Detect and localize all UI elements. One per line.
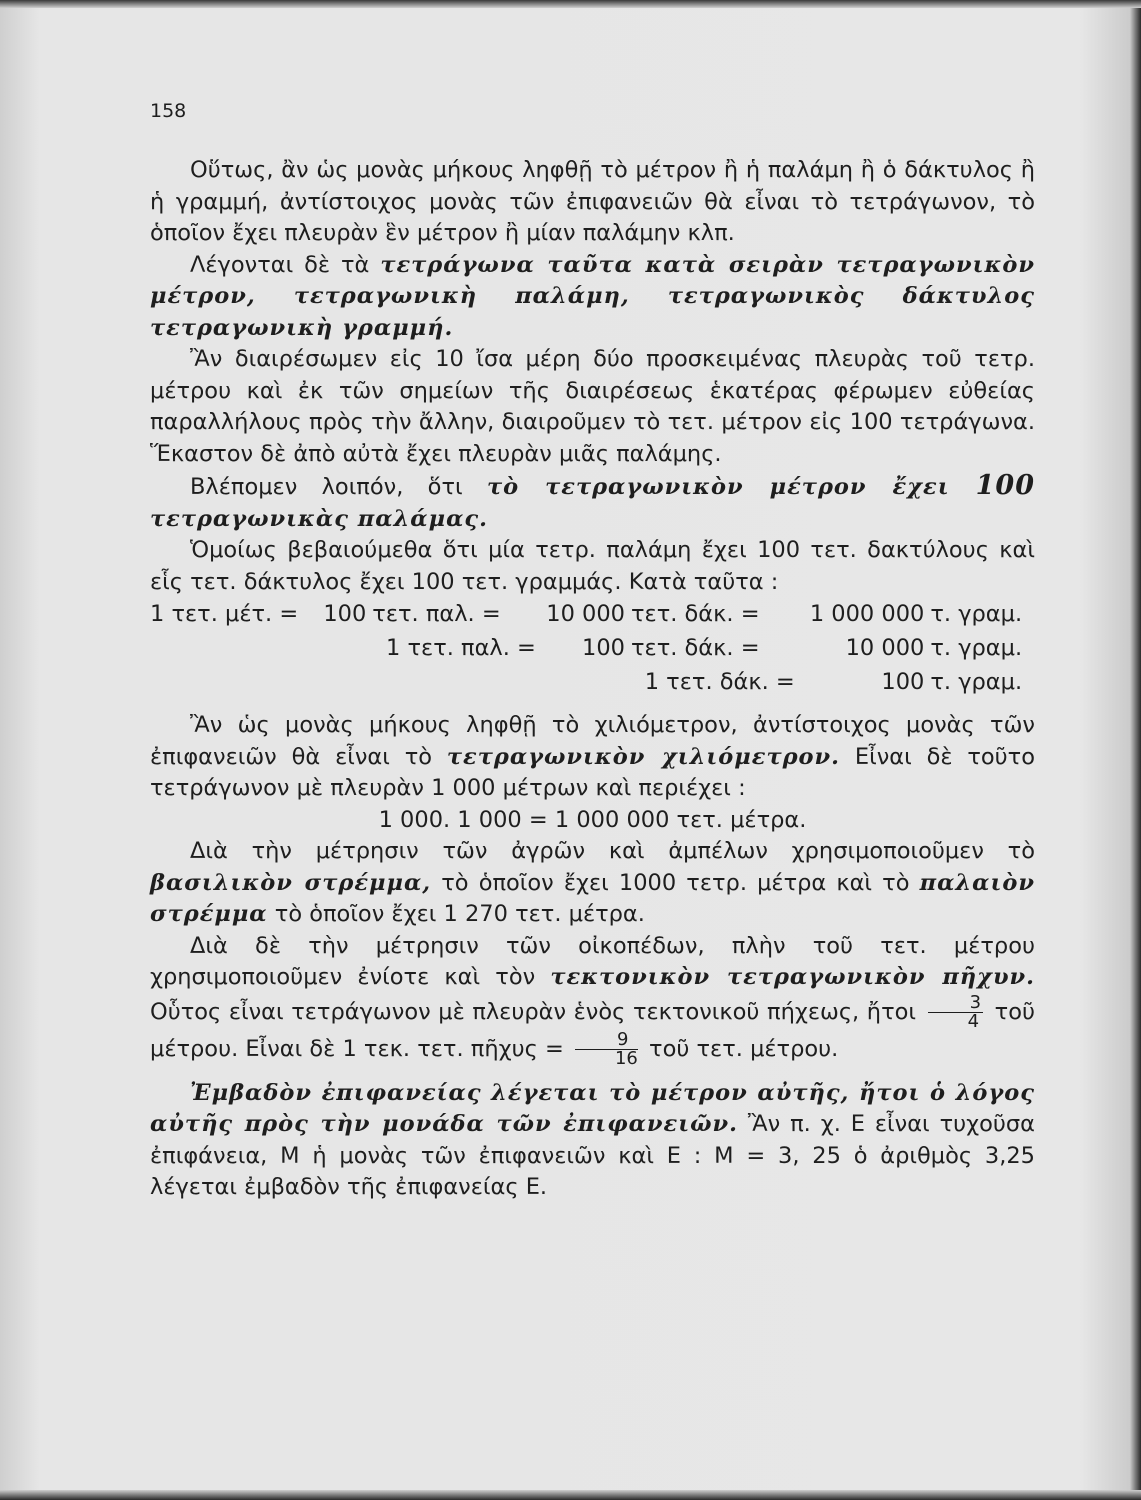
conversion-table <box>150 598 1035 700</box>
paragraph-2-emphasis: τετράγωνα ταῦτα κατὰ σειρὰν τετραγωνικὸν μέτρον, τετραγωνικὴ παλάμη, τετραγωνικὸς δάκτυλος τετραγωνικὴ γραμμή. <box>150 251 1035 341</box>
eq-cell: 10 000 <box>546 601 625 628</box>
eq-cell: 100 <box>582 635 625 662</box>
paragraph-5: Ὁμοίως βεβαιούμεθα ὅτι μία τετρ. παλάμη ἔχει 100 τετ. δακτύλους καὶ εἷς τετ. δάκτυλος ἔχει 100 τετ. γραμμάς. Κατὰ ταῦτα : <box>150 537 1035 595</box>
conversion-row <box>150 666 1035 700</box>
eq-cell: 1 τετ. μέτ. = <box>150 601 299 628</box>
eq-cell: 10 000 <box>845 635 925 662</box>
paragraph-1: Οὕτως, ἂν ὡς μονὰς μήκους ληφθῇ τὸ μέτρον ἢ ἡ παλάμη ἢ ὁ δάκτυλος ἢ ἡ γραμμή, ἀντίστοιχος μονὰς τῶν ἐπιφανειῶν θὰ εἶναι τὸ τετράγωνον, τὸ ὁποῖον ἔχει πλευρὰν ἓν μέτρον ἢ μίαν παλάμην κλπ. <box>150 157 1035 246</box>
paragraph-6 <box>150 710 1035 805</box>
eq-cell: τετ. δάκ. = <box>630 601 760 628</box>
eq-cell: τετ. δάκ. = <box>630 635 760 662</box>
fraction-three-quarters <box>928 991 983 1032</box>
eq-cell <box>150 666 318 700</box>
paragraph-2 <box>150 250 1035 345</box>
paragraph-6-emphasis: τετραγωνικὸν χιλιόμετρον. <box>446 743 840 770</box>
fraction-numerator: 3 <box>928 994 983 1013</box>
area-definition-emphasis: Ἐμβαδὸν ἐπιφανείας λέγεται τὸ μέτρον αὐτῆς, ἤτοι ὁ λόγος αὐτῆς πρὸς τὴν μονάδα τῶν ἐπιφανειῶν. <box>150 1079 1035 1137</box>
paragraph-7-text-3: τὸ ὁποῖον ἔχει 1 270 τετ. μέτρα. <box>267 901 645 927</box>
eq-cell: 100 <box>323 601 367 628</box>
eq-cell <box>536 666 625 700</box>
bottom-scan-edge <box>0 1490 1141 1500</box>
paragraph-2-text: Λέγονται δὲ τὰ <box>190 251 381 278</box>
eq-cell <box>318 666 367 700</box>
paragraph-7-emphasis-2: παλαιὸν στρέμμα <box>150 869 1035 927</box>
paragraph-4-emphasis-1: τὸ τετραγωνικὸν μέτρον ἔχει <box>486 474 976 500</box>
conversion-row <box>150 632 1035 666</box>
eq-cell: 1 τετ. παλ. = <box>386 635 536 662</box>
conversion-row <box>150 598 1035 632</box>
paragraph-8 <box>150 931 1035 1068</box>
fraction-numerator: 9 <box>575 1031 638 1050</box>
eq-cell <box>150 632 318 666</box>
paragraph-7-text-2: τὸ ὁποῖον ἔχει 1000 τετρ. μέτρα καὶ τὸ <box>431 869 920 896</box>
eq-cell: 100 <box>881 669 925 696</box>
paragraph-8-text-4: τοῦ τετ. μέτρου. <box>649 1035 839 1062</box>
eq-cell: τ. γραμ. <box>930 601 1023 628</box>
paragraph-7-text: Διὰ τὴν μέτρησιν τῶν ἀγρῶν καὶ ἀμπέλων χρησιμοποιοῦμεν τὸ <box>190 838 1035 864</box>
paragraph-8-text-2: Οὗτος εἶναι τετράγωνον μὲ πλευρὰν ἑνὸς τεκτονικοῦ πήχεως, ἤτοι <box>150 998 916 1025</box>
paragraph-4-emphasis-2: τετραγωνικὰς παλάμας. <box>150 505 488 532</box>
paragraph-6-text: Ἂν ὡς μονὰς μήκους ληφθῇ τὸ χιλιόμετρον, ἀντίστοιχος μονὰς τῶν ἐπιφανειῶν θὰ εἶναι τὸ <box>150 712 1035 770</box>
page-number: 158 <box>150 100 187 122</box>
paragraph-3: Ἂν διαιρέσωμεν εἰς 10 ἴσα μέρη δύο προσκειμένας πλευρὰς τοῦ τετρ. μέτρου καὶ ἐκ τῶν σημείων τῆς διαιρέσεως ἑκατέρας φέρωμεν εὐθείας παραλλήλους πρὸς τὴν ἄλλην, διαιροῦμεν τὸ τετ. μέτρον εἰς 100 τετράγωνα. Ἕκαστον δὲ ἀπὸ αὐτὰ ἔχει πλευρὰν μιᾶς παλάμης. <box>150 346 1035 467</box>
fraction-denominator: 4 <box>967 1010 980 1032</box>
body-text <box>150 155 1035 1204</box>
paragraph-4-text: Βλέπομεν λοιπόν, ὅτι <box>190 474 487 500</box>
eq-cell: τετ. παλ. = <box>372 601 501 628</box>
eq-cell: 1 τετ. δάκ. = <box>644 669 795 696</box>
kilometer-equation: 1 000. 1 000 = 1 000 000 τετ. μέτρα. <box>378 806 807 833</box>
fraction-denominator: 16 <box>614 1047 638 1069</box>
top-scan-edge <box>0 0 1141 8</box>
eq-cell: τ. γραμ. <box>930 669 1023 696</box>
eq-cell <box>318 632 367 666</box>
fraction-nine-sixteenths <box>575 1028 638 1069</box>
eq-cell <box>366 666 536 700</box>
paragraph-9 <box>150 1078 1035 1204</box>
eq-cell: τ. γραμ. <box>930 635 1023 662</box>
paragraph-8-text: Διὰ δὲ τὴν μέτρησιν τῶν οἰκοπέδων, πλὴν τοῦ τετ. μέτρου χρησιμοποιοῦμεν ἐνίοτε καὶ τὸν <box>150 932 1035 990</box>
eq-cell: 1 000 000 <box>809 601 925 628</box>
paragraph-4 <box>150 470 1035 535</box>
paragraph-4-number: 100 <box>975 470 1035 501</box>
paragraph-8-text-3: τοῦ μέτρου. Εἶναι δὲ 1 τεκ. τετ. πῆχυς = <box>150 998 1036 1062</box>
paragraph-9-text: Ἂν π. χ. Ε εἶναι τυχοῦσα ἐπιφάνεια, Μ ἡ μονὰς τῶν ἐπιφανειῶν καὶ Ε : Μ = 3, 25 ὁ ἀριθμὸς 3,25 λέγεται ἐμβαδὸν τῆς ἐπιφανείας Ε. <box>150 1111 1036 1200</box>
paragraph-6-text-2: Εἶναι δὲ τοῦτο τετράγωνον μὲ πλευρὰν 1 000 μέτρων καὶ περιέχει : <box>150 743 1035 801</box>
paragraph-7-emphasis-1: βασιλικὸν στρέμμα, <box>150 869 432 896</box>
paragraph-7 <box>150 836 1035 931</box>
paragraph-8-emphasis: τεκτονικὸν τετραγωνικὸν πῆχυν. <box>550 964 1036 990</box>
